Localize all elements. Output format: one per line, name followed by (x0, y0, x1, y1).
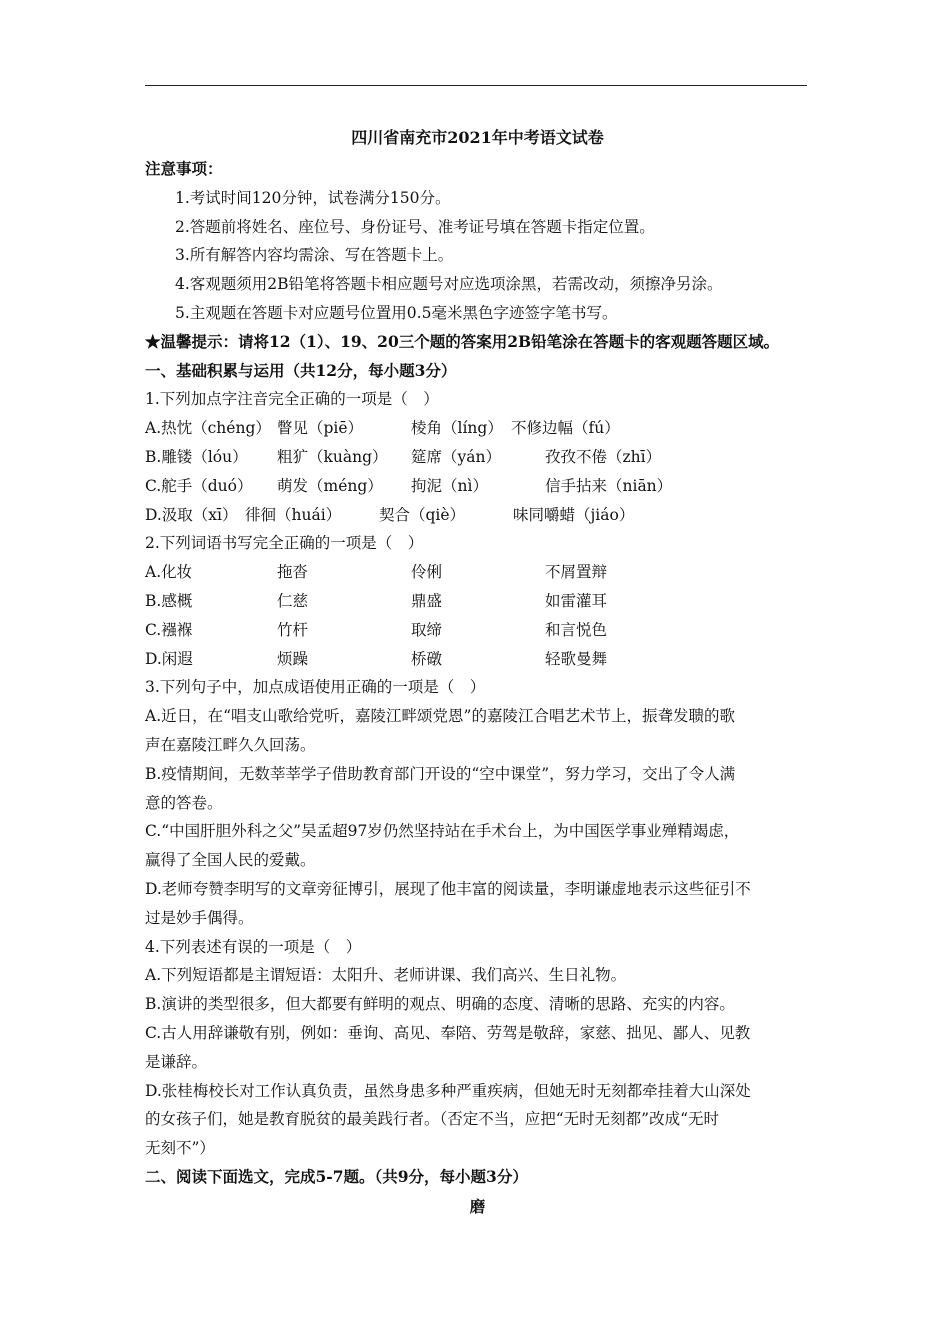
option-term: 筵席（yán） (411, 447, 501, 466)
option-term: 鼎盛 (411, 591, 443, 610)
question-4-option-a: A.下列短语都是主谓短语：太阳升、老师讲课、我们高兴、生日礼物。 (145, 966, 627, 985)
option-term: A.化妆 (145, 563, 193, 582)
option-term: 拘泥（nì） (411, 476, 488, 495)
notice-item: 5.主观题在答题卡对应题号位置用0.5毫米黑色字迹签字笔书写。 (175, 303, 618, 322)
option-term: 棱角（líng） (411, 419, 503, 438)
question-4-option-c: C.古人用辞谦敬有别，例如：垂询、高见、奉陪、劳驾是敬辞，家慈、拙见、鄙人、见教 (145, 1023, 751, 1042)
option-term: D.汲取（xī） (145, 505, 238, 524)
option-term: D.闲遐 (145, 649, 193, 668)
option-term: 徘徊（huái） (245, 505, 342, 524)
option-term: 萌发（méng） (277, 476, 383, 495)
option-term: 拖沓 (277, 563, 309, 582)
option-term: B.感概 (145, 591, 193, 610)
option-term: 味同嚼蜡（jiáo） (513, 505, 635, 524)
option-term: 和言悦色 (545, 620, 608, 639)
question-3-option-c-cont: 赢得了全国人民的爱戴。 (145, 851, 316, 870)
warm-tip: ★温馨提示：请将12（1）、19、20三个题的答案用2B铅笔涂在答题卡的客观题答题区域。 (145, 331, 780, 351)
option-term: 契合（qiè） (379, 505, 466, 524)
question-4-option-b: B.演讲的类型很多，但大都要有鲜明的观点、明确的态度、清晰的思路、充实的内容。 (145, 995, 735, 1014)
question-3-option-b-cont: 意的答卷。 (145, 793, 223, 812)
option-term: 孜孜不倦（zhī） (545, 447, 662, 466)
option-term: C.舵手（duó） (145, 476, 253, 495)
question-3-option-a: A.近日，在“唱支山歌给党听，嘉陵江畔颂党恩”的嘉陵江合唱艺术节上，振聋发聩的歌 (145, 707, 735, 726)
option-term: 桥礅 (411, 649, 443, 668)
option-term: A.热忱（chéng） (145, 419, 271, 438)
option-term: C.襁褓 (145, 620, 193, 639)
document-body (145, 123, 810, 1221)
page-title: 四川省南充市2021年中考语文试卷 (351, 128, 604, 147)
notice-item: 2.答题前将姓名、座位号、身份证号、准考证号填在答题卡指定位置。 (175, 217, 655, 236)
option-term: 粗犷（kuàng） (277, 447, 388, 466)
question-1-option-d (145, 501, 810, 530)
option-term: 仁慈 (277, 591, 309, 610)
option-term: 伶俐 (411, 563, 443, 582)
question-1-stem: 1.下列加点字注音完全正确的一项是（ ） (145, 390, 439, 409)
question-3-option-d-cont: 过是妙手偶得。 (145, 908, 254, 927)
question-2-option-c (145, 616, 810, 645)
question-4-option-d-cont: 无刻不”） (145, 1139, 215, 1158)
option-term: 轻歌曼舞 (545, 649, 608, 668)
option-term: B.雕镂（lóu） (145, 447, 248, 466)
question-1-option-c (145, 472, 810, 501)
option-term: 竹杆 (277, 620, 309, 639)
question-2-option-d (145, 645, 810, 674)
option-term: 不屑置辩 (545, 563, 608, 582)
question-3-option-d: D.老师夸赞李明写的文章旁征博引，展现了他丰富的阅读量，李明谦虚地表示这些征引不 (145, 879, 751, 898)
question-3-option-a-cont: 声在嘉陵江畔久久回荡。 (145, 735, 316, 754)
section2-heading: 二、阅读下面选文，完成5-7题。（共9分，每小题3分） (145, 1166, 528, 1186)
notice-item: 4.客观题须用2B铅笔将答题卡相应题号对应选项涂黑，若需改动，须擦净另涂。 (175, 275, 723, 294)
notice-item: 1.考试时间120分钟，试卷满分150分。 (175, 188, 451, 207)
option-term: 烦躁 (277, 649, 309, 668)
option-term: 取缔 (411, 620, 443, 639)
question-3-option-c: C.“中国肝胆外科之父”吴孟超97岁仍然坚持站在手术台上，为中国医学事业殚精竭虑， (145, 822, 740, 841)
question-4-option-d-cont: 的女孩子们，她是教育脱贫的最美践行者。（否定不当，应把“无时无刻都”改成“无时 (145, 1110, 720, 1129)
passage-title: 磨 (469, 1196, 486, 1216)
notice-item: 3.所有解答内容均需涂、写在答题卡上。 (175, 246, 454, 265)
question-1-option-b (145, 443, 810, 472)
question-4-stem: 4.下列表述有误的一项是（ ） (145, 937, 362, 956)
option-term: 瞥见（piē） (277, 419, 364, 438)
question-1-option-a (145, 414, 810, 443)
question-2-stem: 2.下列词语书写完全正确的一项是（ ） (145, 534, 424, 553)
notice-heading: 注意事项： (145, 159, 223, 178)
section1-heading: 一、基础积累与运用（共12分，每小题3分） (145, 360, 457, 380)
question-4-option-c-cont: 是谦辞。 (145, 1052, 208, 1071)
option-term: 如雷灌耳 (545, 591, 608, 610)
question-2-option-b (145, 587, 810, 616)
question-3-option-b: B.疫情期间，无数莘莘学子借助教育部门开设的“空中课堂”，努力学习，交出了令人满 (145, 764, 736, 783)
question-4-option-d: D.张桂梅校长对工作认真负责，虽然身患多种严重疾病，但她无时无刻都牵挂着大山深处 (145, 1081, 751, 1100)
option-term: 不修边幅（fú） (511, 419, 620, 438)
question-2-option-a (145, 558, 810, 587)
option-term: 信手拈来（niān） (545, 476, 673, 495)
header-rule (145, 85, 807, 86)
question-3-stem: 3.下列句子中，加点成语使用正确的一项是（ ） (145, 678, 486, 697)
